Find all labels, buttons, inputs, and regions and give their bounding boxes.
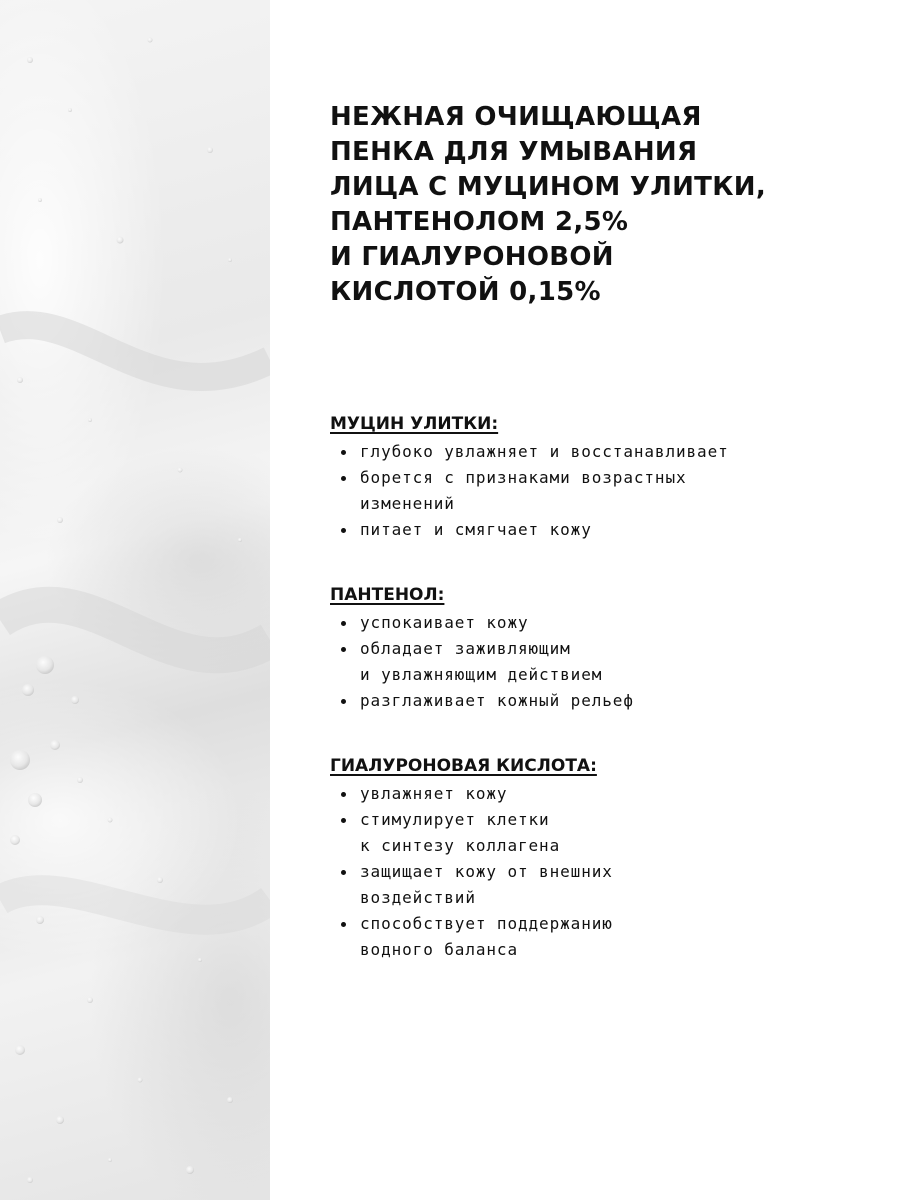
list-item: увлажняет кожу [330, 781, 613, 807]
foam-bubbles [0, 0, 270, 1200]
section-heading: ГИАЛУРОНОВАЯ КИСЛОТА: [330, 756, 597, 776]
list-item: обладает заживляющим и увлажняющим действием [330, 636, 634, 688]
section-snail-mucin [330, 413, 729, 543]
list-item: глубоко увлажняет и восстанавливает [330, 439, 729, 465]
section-heading: ПАНТЕНОЛ: [330, 585, 445, 605]
list-item: разглаживает кожный рельеф [330, 688, 634, 714]
list-item: успокаивает кожу [330, 610, 634, 636]
list-item: борется с признаками возрастных изменений [330, 465, 729, 517]
section-panthenol [330, 584, 634, 714]
benefit-list [330, 781, 613, 963]
section-heading: МУЦИН УЛИТКИ: [330, 414, 499, 434]
list-item: способствует поддержанию водного баланса [330, 911, 613, 963]
list-item: питает и смягчает кожу [330, 517, 729, 543]
product-title: НЕЖНАЯ ОЧИЩАЮЩАЯ ПЕНКА ДЛЯ УМЫВАНИЯ ЛИЦА С МУЦИНОМ УЛИТКИ, ПАНТЕНОЛОМ 2,5% И ГИАЛУРОНОВОЙ КИСЛОТОЙ 0,15% [330, 102, 766, 307]
benefit-list [330, 439, 729, 543]
section-hyaluronic-acid [330, 755, 613, 963]
list-item: защищает кожу от внешних воздействий [330, 859, 613, 911]
foam-texture-image [0, 0, 270, 1200]
list-item: стимулирует клетки к синтезу коллагена [330, 807, 613, 859]
content-column [330, 100, 870, 959]
benefit-list [330, 610, 634, 714]
